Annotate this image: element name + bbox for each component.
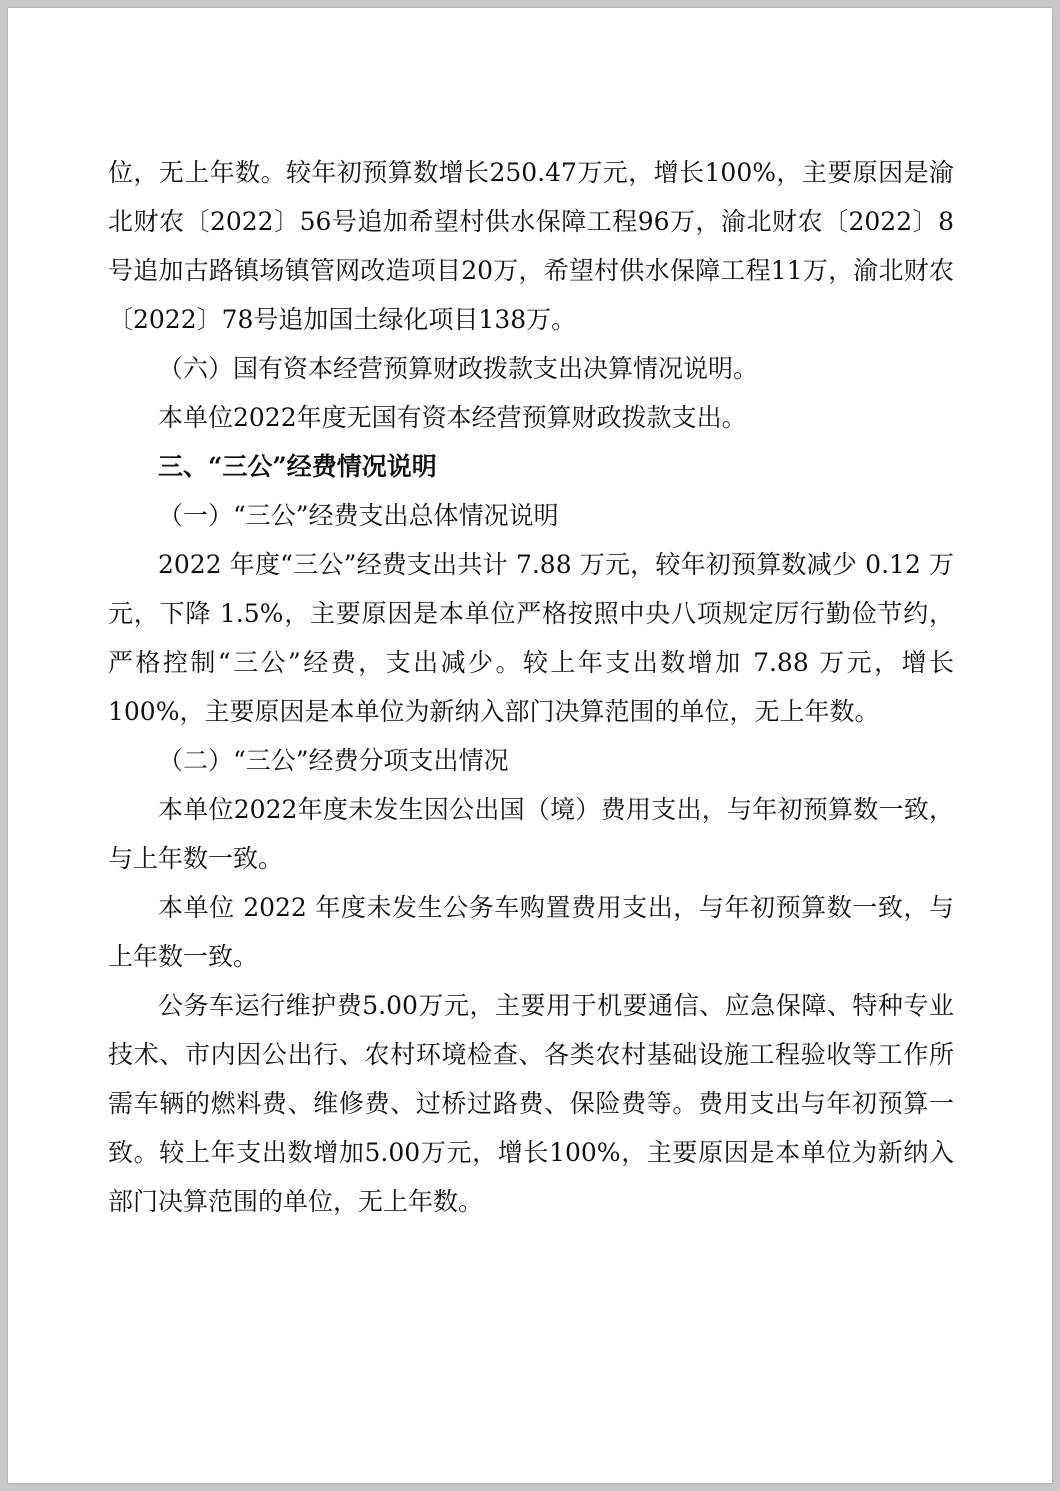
- subheading-overall: （一）“三公”经费支出总体情况说明: [158, 501, 559, 530]
- paragraph-continuation: 位，无上年数。较年初预算数增长250.47万元，增长100%，主要原因是渝北财农〔2022〕56号追加希望村供水保障工程96万，渝北财农〔2022〕8号追加古路镇场镇管网改造项目20万，希望村供水保障工程11万，渝北财农〔2022〕78号追加国土绿化项目138万。: [108, 158, 954, 334]
- section-heading-three-public: 三、“三公”经费情况说明: [158, 452, 437, 481]
- document-page: [8, 8, 1052, 1483]
- subheading-itemized: （二）“三公”经费分项支出情况: [158, 746, 509, 775]
- paragraph-abroad: 本单位2022年度未发生因公出国（境）费用支出，与年初预算数一致，与上年数一致。: [108, 795, 954, 873]
- section-heading-state-capital: （六）国有资本经营预算财政拨款支出决算情况说明。: [158, 354, 759, 383]
- paragraph-vehicle-maintenance: 公务车运行维护费5.00万元，主要用于机要通信、应急保障、特种专业技术、市内因公出行、农村环境检查、各类农村基础设施工程验收等工作所需车辆的燃料费、维修费、过桥过路费、保险费等。费用支出与年初预算一致。较上年支出数增加5.00万元，增长100%，主要原因是本单位为新纳入部门决算范围的单位，无上年数。: [108, 991, 954, 1216]
- paragraph-vehicle-purchase: 本单位 2022 年度未发生公务车购置费用支出，与年初预算数一致，与上年数一致。: [108, 893, 954, 971]
- paragraph-state-capital: 本单位2022年度无国有资本经营预算财政拨款支出。: [158, 403, 747, 432]
- document-body: [108, 148, 954, 1226]
- paragraph-overall: 2022 年度“三公”经费支出共计 7.88 万元，较年初预算数减少 0.12 万元，下降 1.5%，主要原因是本单位严格按照中央八项规定厉行勤俭节约，严格控制“三公”经费，支出减少。较上年支出数增加 7.88 万元，增长 100%，主要原因是本单位为新纳入部门决算范围的单位，无上年数。: [108, 550, 954, 726]
